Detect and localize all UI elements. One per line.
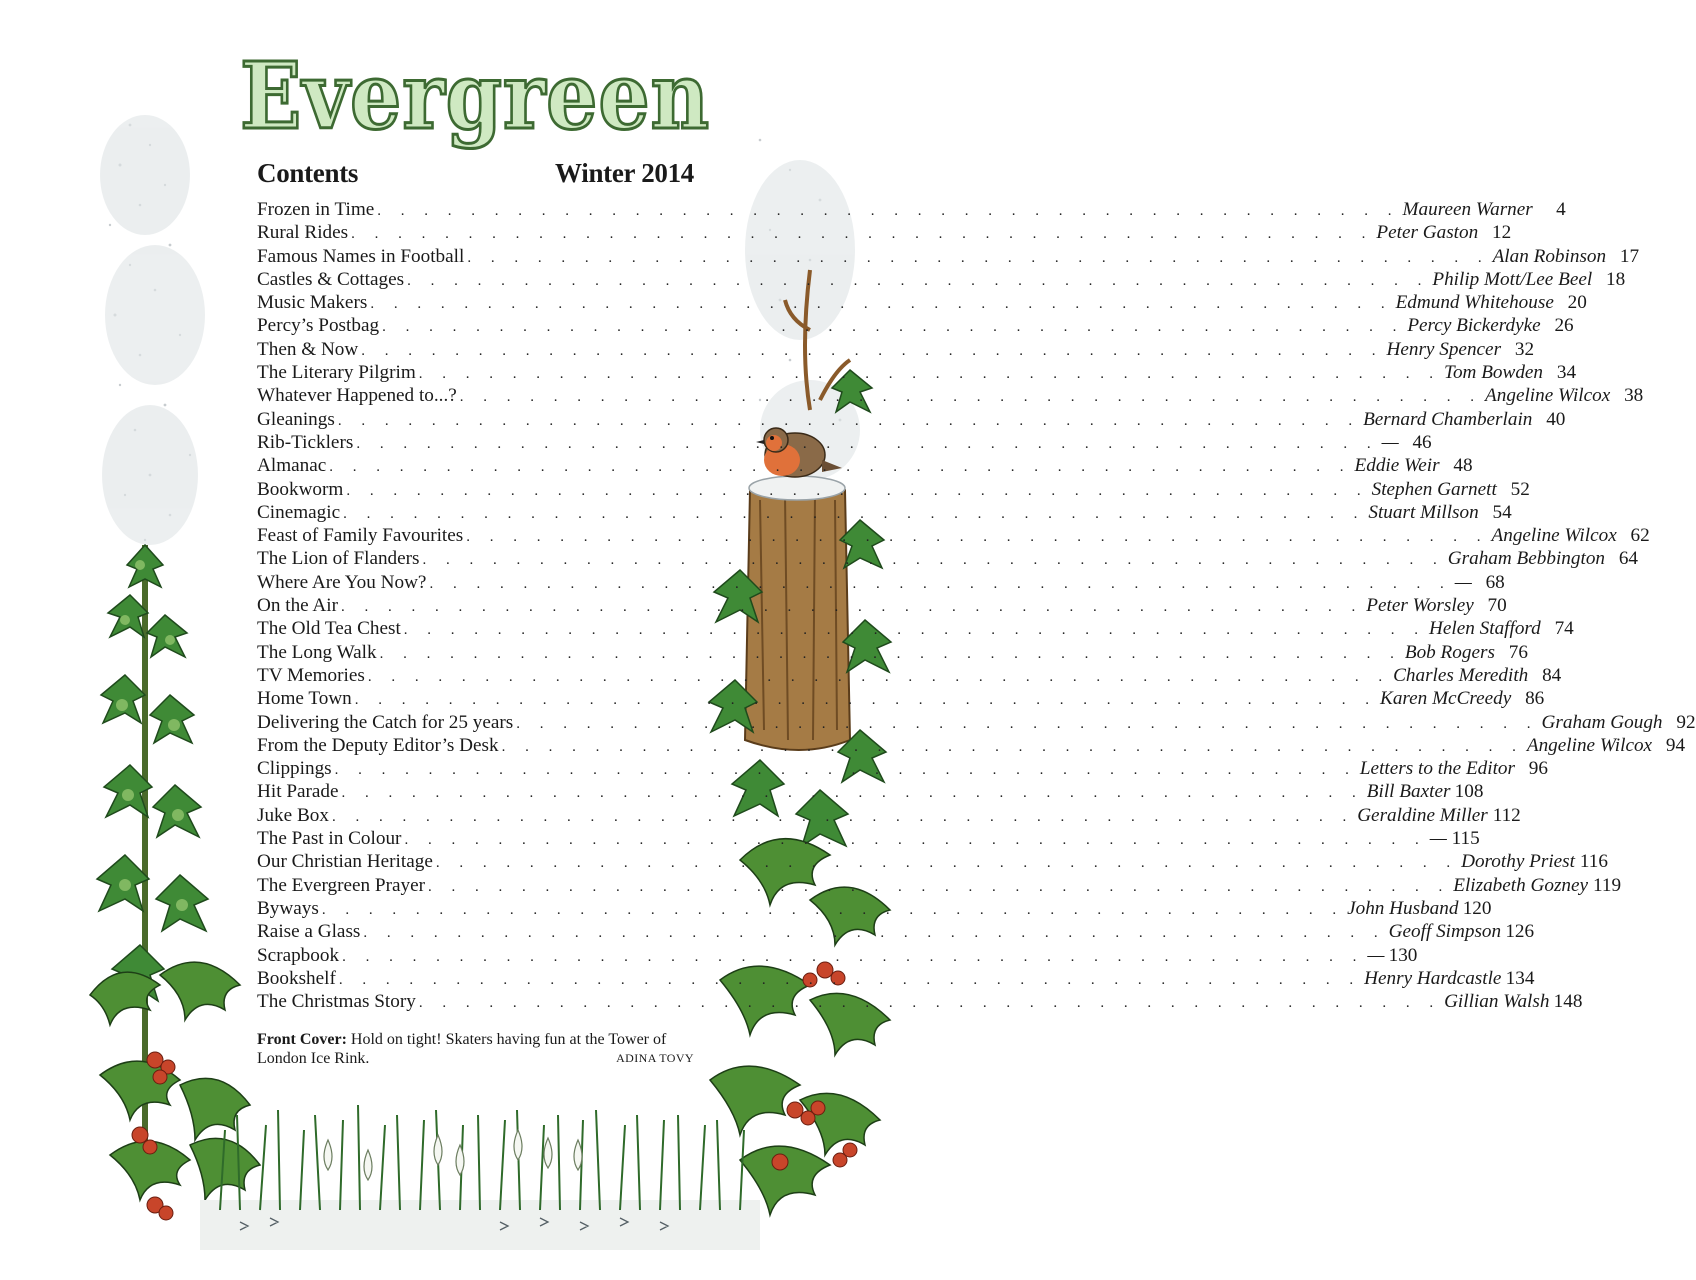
toc-entry-author: Stephen Garnett <box>1371 478 1497 500</box>
toc-entry <box>257 944 1418 968</box>
toc-entry-author: Angeline Wilcox <box>1526 734 1653 756</box>
toc-entry-author: Karen McCreedy <box>1380 688 1512 710</box>
toc-entry-author: Alan Robinson <box>1492 245 1607 267</box>
toc-entry-author: Maureen Warner <box>1402 199 1533 220</box>
toc-entry-author: Philip Mott/Lee Beel <box>1432 268 1593 290</box>
toc-entry-title: Almanac <box>257 455 327 477</box>
toc-entry-page: 120 <box>1462 897 1492 919</box>
toc-leader-dots <box>322 902 1344 919</box>
toc-entry <box>257 664 1562 688</box>
toc-entry-author: — <box>1381 431 1399 453</box>
toc-leader-dots <box>341 599 1363 616</box>
toc-entry-title: The Evergreen Prayer <box>257 874 425 896</box>
toc-leader-dots <box>342 785 1364 802</box>
toc-entry-page: 86 <box>1525 688 1545 710</box>
toc-entry-title: Rural Rides <box>257 222 349 244</box>
toc-entry-page: 68 <box>1485 571 1505 593</box>
toc-leader-dots <box>338 413 1360 430</box>
toc-entry-title: Home Town <box>257 688 352 710</box>
toc-entry <box>257 571 1505 595</box>
toc-entry-title: From the Deputy Editor’s Desk <box>257 734 499 756</box>
toc-entry <box>257 455 1473 478</box>
toc-entry-title: Percy’s Postbag <box>257 315 380 337</box>
toc-entry-title: Rib-Ticklers <box>257 431 354 453</box>
toc-leader-dots <box>404 832 1426 849</box>
toc-entry-title: Hit Parade <box>257 781 339 803</box>
toc-entry-title: Juke Box <box>257 804 329 826</box>
toc-entry-author: Percy Bickerdyke <box>1407 315 1541 337</box>
toc-entry-title: Frozen in Time <box>257 199 375 220</box>
toc-entry <box>257 431 1432 455</box>
contents-section <box>257 158 1696 1068</box>
toc-entry-page: 32 <box>1514 338 1535 360</box>
toc-entry <box>257 315 1574 338</box>
toc-leader-dots <box>419 366 1441 383</box>
toc-entry-title: Our Christian Heritage <box>257 851 433 873</box>
toc-entry-author: — <box>1454 571 1472 593</box>
toc-entry-author: Peter Worsley <box>1366 595 1474 617</box>
toc-entry-title: Music Makers <box>257 292 368 314</box>
toc-entry <box>257 408 1566 432</box>
toc-entry <box>257 548 1639 571</box>
toc-entry-author: John Husband <box>1347 897 1459 919</box>
toc-leader-dots <box>460 389 1482 406</box>
toc-leader-dots <box>335 762 1357 779</box>
contents-header <box>257 158 694 189</box>
toc-entry-title: The Old Tea Chest <box>257 618 401 640</box>
toc-leader-dots <box>436 855 1458 872</box>
toc-entry <box>257 222 1512 245</box>
toc-entry-page: 115 <box>1451 828 1480 850</box>
toc-entry <box>257 618 1574 641</box>
toc-entry <box>257 711 1696 735</box>
toc-entry-author: Bernard Chamberlain <box>1363 408 1533 430</box>
toc-entry <box>257 245 1640 269</box>
toc-entry-page: 38 <box>1624 385 1644 407</box>
toc-entry-page: 126 <box>1505 921 1535 943</box>
toc-entry-author: Elizabeth Gozney <box>1453 874 1589 896</box>
toc-leader-dots <box>428 879 1450 896</box>
toc-leader-dots <box>368 669 1390 686</box>
toc-entry-page: 18 <box>1606 268 1626 290</box>
toc-entry-page: 96 <box>1528 758 1548 780</box>
toc-entry-title: Clippings <box>257 758 332 780</box>
toc-entry-title: TV Memories <box>257 664 365 686</box>
toc-entry-title: Bookworm <box>257 478 344 500</box>
toc-entry-author: Angeline Wilcox <box>1491 525 1617 547</box>
toc-entry-page: 20 <box>1567 292 1587 314</box>
toc-entry-title: Delivering the Catch for 25 years <box>257 711 514 733</box>
toc-entry-page: 62 <box>1630 525 1650 547</box>
masthead-title: Evergreen <box>240 42 710 150</box>
toc-leader-dots <box>429 576 1451 593</box>
toc-entry-author: Tom Bowden <box>1444 362 1544 384</box>
toc-leader-dots <box>356 436 1378 453</box>
toc-leader-dots <box>377 203 1399 220</box>
snowdrop-border <box>200 1080 760 1250</box>
toc-entry-title: On the Air <box>257 595 339 617</box>
contents-heading: Contents <box>257 158 359 188</box>
toc-entry <box>257 897 1492 921</box>
toc-entry-title: Feast of Family Favourites <box>257 525 464 547</box>
toc-entry <box>257 525 1650 548</box>
masthead-logo <box>230 40 720 160</box>
toc-entry-page: 74 <box>1554 618 1574 640</box>
toc-entry-author: — <box>1367 944 1385 966</box>
toc-entry-page: 12 <box>1492 222 1512 244</box>
toc-leader-dots <box>419 995 1441 1012</box>
cover-note-text: Hold on tight! Skaters having fun at the Tower of London Ice Rink. <box>257 1031 667 1068</box>
toc-leader-dots <box>466 529 1488 546</box>
toc-entry-title: Raise a Glass <box>257 921 361 943</box>
toc-entry-page: 52 <box>1510 478 1530 500</box>
cover-credit: ADINA TOVY <box>616 1051 694 1066</box>
toc-entry <box>257 478 1530 502</box>
toc-entry <box>257 781 1484 804</box>
toc-entry-author: — <box>1429 828 1447 850</box>
toc-entry <box>257 501 1512 525</box>
toc-entry-title: Byways <box>257 897 319 919</box>
toc-entry-page: 46 <box>1412 431 1432 453</box>
toc-leader-dots <box>380 646 1402 663</box>
toc-entry-page: 70 <box>1487 595 1507 617</box>
toc-entry-title: The Christmas Story <box>257 991 416 1013</box>
toc-leader-dots <box>423 552 1445 569</box>
toc-leader-dots <box>467 250 1489 267</box>
toc-entry-author: Bill Baxter <box>1366 781 1451 803</box>
toc-entry <box>257 641 1528 665</box>
toc-entry <box>257 921 1535 944</box>
toc-entry <box>257 828 1480 851</box>
issue-label: Winter 2014 <box>555 158 694 188</box>
cover-note <box>257 1030 694 1068</box>
toc-entry-page: 116 <box>1579 851 1608 873</box>
toc-leader-dots <box>339 972 1361 989</box>
toc-leader-dots <box>370 296 1392 313</box>
toc-entry-title: Famous Names in Football <box>257 245 465 267</box>
toc-entry <box>257 758 1548 781</box>
toc-entry <box>257 734 1686 758</box>
toc-entry-page: 26 <box>1554 315 1574 337</box>
toc-entry <box>257 362 1577 385</box>
toc-entry-page: 92 <box>1676 711 1696 733</box>
toc-entry-author: Henry Spencer <box>1386 338 1502 360</box>
toc-entry-author: Stuart Millson <box>1368 501 1479 523</box>
toc-entry-author: Graham Gough <box>1541 711 1663 733</box>
toc-entry-title: Whatever Happened to...? <box>257 385 457 407</box>
toc-entry-page: 130 <box>1388 944 1418 966</box>
grass <box>220 1105 744 1210</box>
toc-entry <box>257 595 1507 618</box>
toc-entry-page: 40 <box>1546 408 1566 430</box>
toc-leader-dots <box>502 739 1524 756</box>
toc-entry-title: Gleanings <box>257 408 335 430</box>
toc-entry-author: Helen Stafford <box>1429 618 1541 640</box>
masthead <box>230 40 720 160</box>
toc-entry-page: 34 <box>1556 362 1577 384</box>
toc-leader-dots <box>355 692 1377 709</box>
toc-entry-author: Charles Meredith <box>1393 664 1529 686</box>
toc-entry-author: Geraldine Miller <box>1357 804 1488 826</box>
toc-entry-author: Edmund Whitehouse <box>1395 292 1554 314</box>
toc-entry-title: Scrapbook <box>257 944 340 966</box>
toc-entry-page: 108 <box>1454 781 1484 803</box>
toc-entry <box>257 385 1644 408</box>
toc-entry-page: 4 <box>1556 199 1566 220</box>
toc-entry-author: Peter Gaston <box>1376 222 1479 244</box>
toc-entry-title: Cinemagic <box>257 501 341 523</box>
toc-entry-page: 112 <box>1492 804 1521 826</box>
toc-leader-dots <box>382 319 1404 336</box>
toc-entry-title: Where Are You Now? <box>257 571 427 593</box>
toc-entry-author: Bob Rogers <box>1404 641 1495 663</box>
toc-leader-dots <box>361 343 1383 360</box>
toc-entry-title: Then & Now <box>257 338 359 360</box>
toc-entry-page: 148 <box>1553 991 1583 1013</box>
toc-entry-author: Angeline Wilcox <box>1485 385 1611 407</box>
cover-note-label: Front Cover: <box>257 1031 347 1049</box>
toc-entry-page: 119 <box>1592 874 1622 896</box>
toc-entry-title: The Long Walk <box>257 641 377 663</box>
toc-entry-author: Eddie Weir <box>1354 455 1440 477</box>
toc-entry-author: Gillian Walsh <box>1444 991 1550 1013</box>
toc-leader-dots <box>351 226 1373 243</box>
frost-cloud <box>100 115 205 545</box>
toc-entry-page: 76 <box>1508 641 1528 663</box>
toc-entry-author: Dorothy Priest <box>1461 851 1575 873</box>
toc-entry-author: Henry Hardcastle <box>1364 967 1502 989</box>
toc-entry <box>257 199 1566 222</box>
toc-entry-title: Bookshelf <box>257 967 336 989</box>
toc-entry <box>257 874 1622 898</box>
toc-entry-title: Castles & Cottages <box>257 268 405 290</box>
toc-entry-page: 84 <box>1542 664 1562 686</box>
toc-entry-page: 94 <box>1665 734 1686 756</box>
toc-leader-dots <box>343 506 1365 523</box>
toc-entry-page: 54 <box>1492 501 1512 523</box>
toc-entry-author: Geoff Simpson <box>1388 921 1502 943</box>
toc-entry <box>257 292 1587 315</box>
toc-entry <box>257 967 1535 991</box>
toc-entry <box>257 851 1608 874</box>
toc-leader-dots <box>332 809 1354 826</box>
toc-leader-dots <box>363 925 1385 942</box>
toc-entry <box>257 268 1626 292</box>
toc-leader-dots <box>342 949 1364 966</box>
toc-entry-author: Letters to the Editor <box>1359 758 1515 780</box>
toc-entry-author: Graham Bebbington <box>1447 548 1606 570</box>
toc-entry <box>257 991 1583 1014</box>
toc-entry-page: 134 <box>1505 967 1535 989</box>
toc-entry-page: 48 <box>1453 455 1473 477</box>
toc-entry <box>257 688 1545 711</box>
toc-leader-dots <box>346 483 1368 500</box>
toc-entry <box>257 338 1535 362</box>
toc-leader-dots <box>516 716 1538 733</box>
toc-entry-title: The Literary Pilgrim <box>257 362 416 384</box>
toc-leader-dots <box>404 622 1426 639</box>
toc-entry-title: The Past in Colour <box>257 828 402 850</box>
toc-leader-dots <box>329 459 1351 476</box>
toc-entry <box>257 804 1521 828</box>
toc-entry-page: 17 <box>1619 245 1640 267</box>
toc-entry-page: 64 <box>1618 548 1639 570</box>
table-of-contents <box>257 199 1696 1014</box>
toc-entry-title: The Lion of Flanders <box>257 548 420 570</box>
toc-leader-dots <box>407 273 1429 290</box>
